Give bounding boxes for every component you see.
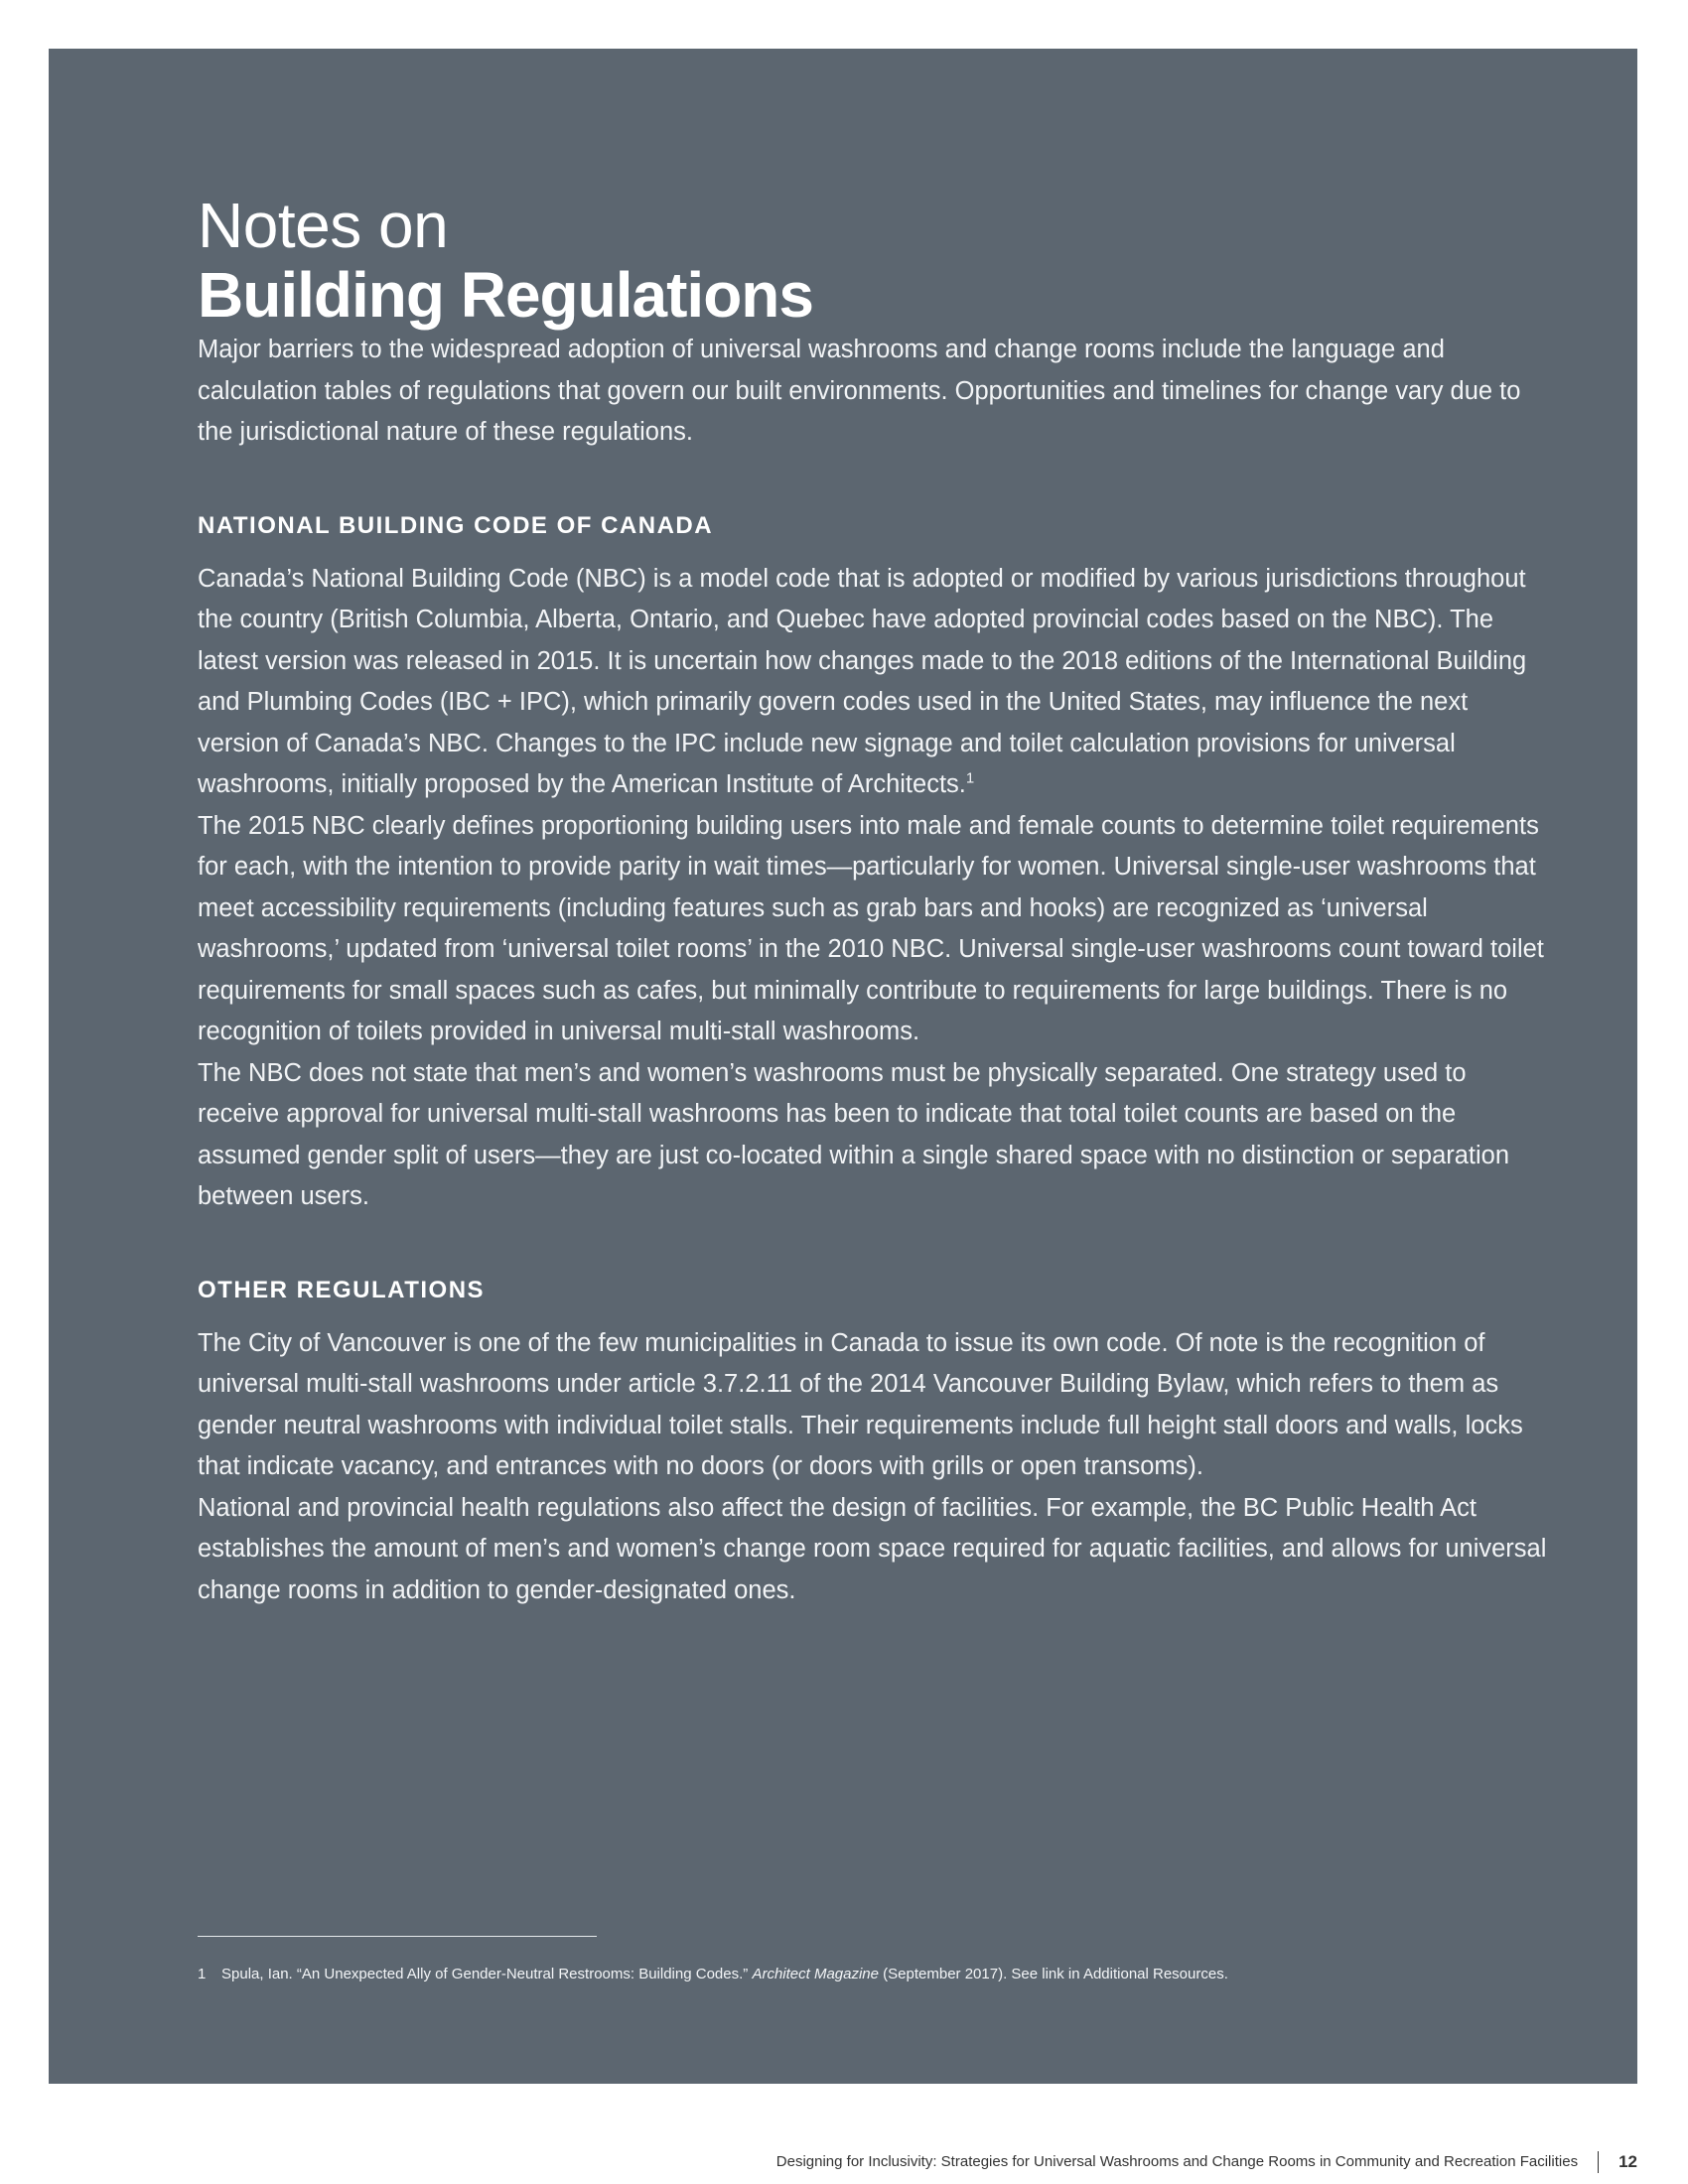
page-footer xyxy=(776,2151,1637,2173)
page-number: 12 xyxy=(1618,2152,1637,2171)
nbc-paragraph-3: The NBC does not state that men’s and women’s washrooms must be physically separated. One strategy used to receive approval for universal multi-stall washrooms has been to indicate that total toilet counts are based on the assumed gender split of users—they are just co-located within a single shared space with no distinction or separation between users. xyxy=(198,1058,1510,1210)
nbc-paragraph-1 xyxy=(198,559,1548,806)
intro-paragraph: Major barriers to the widespread adoption of universal washrooms and change rooms include the language and calculation tables of regulations that govern our built environments. Opportunities and timelines for change vary due to the jurisdictional nature of these regulations. xyxy=(198,336,1521,446)
footer-separator xyxy=(1598,2151,1599,2173)
footnote-publication: Architect Magazine xyxy=(752,1966,879,1982)
page-title-line2: Building Regulations xyxy=(198,259,813,331)
page-content xyxy=(198,191,1548,1611)
footnote-text-after: (September 2017). See link in Additional Resources. xyxy=(879,1966,1228,1982)
footer-document-title: Designing for Inclusivity: Strategies for Universal Washrooms and Change Rooms in Community and Recreation Facilities xyxy=(775,2153,1579,2170)
footnote xyxy=(198,1965,1548,1984)
content-panel xyxy=(49,49,1637,2084)
footnote-text-before: Spula, Ian. “An Unexpected Ally of Gender-Neutral Restrooms: Building Codes.” xyxy=(221,1966,753,1982)
page-title-line1: Notes on xyxy=(198,190,449,261)
footnote-reference[interactable]: 1 xyxy=(965,769,975,787)
section-heading-other: OTHER REGULATIONS xyxy=(198,1276,486,1303)
footnote-number: 1 xyxy=(198,1966,207,1982)
other-paragraph-2: National and provincial health regulations also affect the design of facilities. For example, the BC Public Health Act establishes the amount of men’s and women’s change room space required for aquatic facilities, and allows for universal change rooms in addition to gender-designated ones. xyxy=(198,1493,1547,1604)
nbc-paragraph-2: The 2015 NBC clearly defines proportioning building users into male and female counts to determine toilet requirements for each, with the intention to provide parity in wait times—particularly for women. Universal single-user washrooms that meet accessibility requirements (including features such as grab bars and hooks) are recognized as ‘universal washrooms,’ updated from ‘universal toilet rooms’ in the 2010 NBC. Universal single-user washrooms count toward toilet requirements for small spaces such as cafes, but minimally contribute to requirements for large buildings. There is no recognition of toilets provided in universal multi-stall washrooms. xyxy=(198,811,1544,1045)
nbc-paragraph-1-text: Canada’s National Building Code (NBC) is a model code that is adopted or modified by various jurisdictions throughout the country (British Columbia, Alberta, Ontario, and Quebec have adopted provincial codes based on the NBC). The latest version was released in 2015. It is uncertain how changes made to the 2018 editions of the International Building and Plumbing Codes (IBC + IPC), which primarily govern codes used in the United States, may influence the next version of Canada’s NBC. Changes to the IPC include new signage and toilet calculation provisions for universal washrooms, initially proposed by the American Institute of Architects. xyxy=(198,564,1527,798)
other-paragraph-1: The City of Vancouver is one of the few municipalities in Canada to issue its own code. Of note is the recognition of universal multi-stall washrooms under article 3.7.2.11 of the 2014 Vancouver Building Bylaw, which refers to them as gender neutral washrooms with individual toilet stalls. Their requirements include full height stall doors and walls, locks that indicate vacancy, and entrances with no doors (or doors with grills or open transoms). xyxy=(198,1328,1523,1480)
section-heading-nbc: NATIONAL BUILDING CODE OF CANADA xyxy=(198,511,714,539)
footnote-divider xyxy=(198,1936,597,1937)
